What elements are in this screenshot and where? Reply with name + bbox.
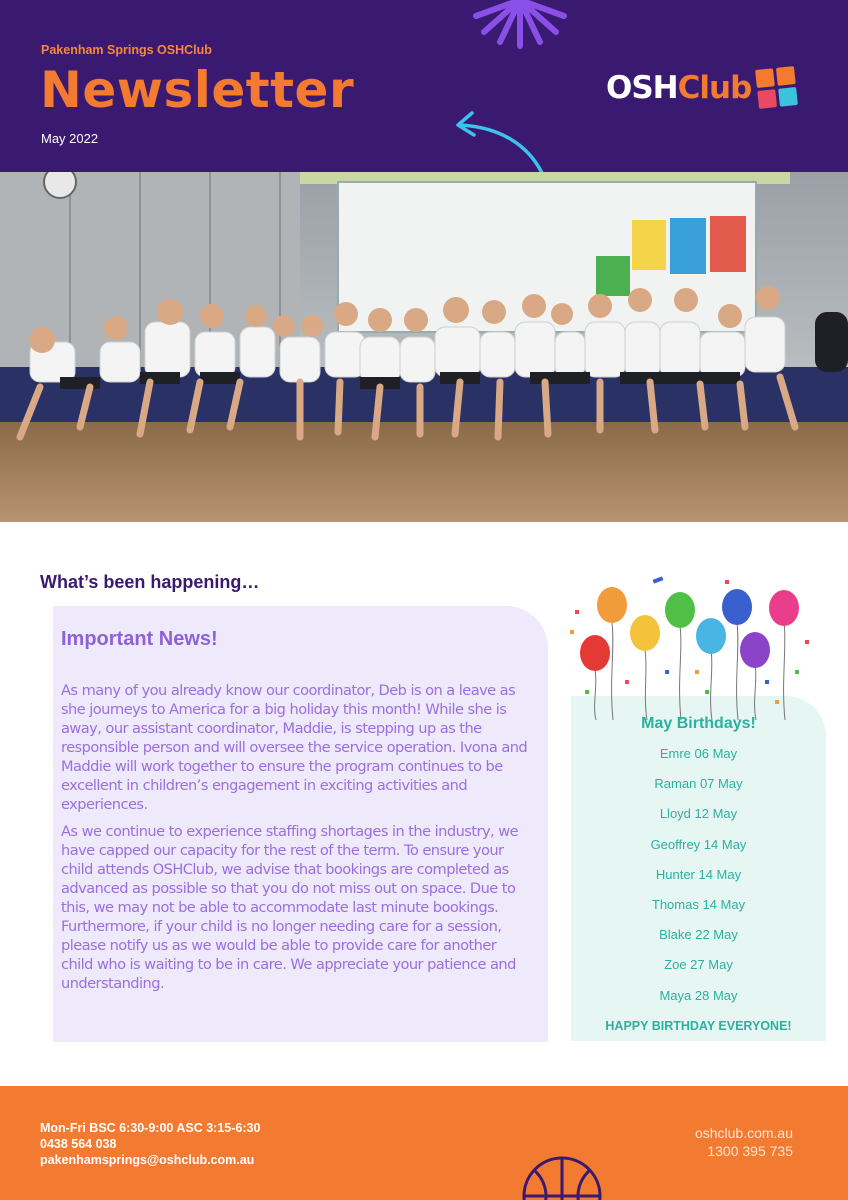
basketball-icon: [520, 1154, 604, 1200]
organisation-name: Pakenham Springs OSHClub: [41, 43, 212, 57]
balloons-icon: [565, 570, 815, 730]
web-contact: [695, 1124, 793, 1160]
birthday-item: Blake 22 May: [659, 927, 738, 943]
issue-date: May 2022: [41, 131, 99, 146]
hotline-number[interactable]: 1300 395 735: [707, 1143, 793, 1159]
birthdays-list: [571, 744, 826, 1016]
sunburst-decoration: [470, 0, 570, 50]
logo-text-osh: OSH: [606, 69, 678, 106]
birthday-item: Maya 28 May: [659, 987, 738, 1003]
contact-details: [40, 1120, 260, 1168]
birthday-item: Thomas 14 May: [651, 896, 746, 912]
page-title: Newsletter: [40, 61, 355, 119]
website-link[interactable]: oshclub.com.au: [694, 1125, 793, 1141]
logo-squares-icon: [755, 66, 798, 109]
group-photo-illustration: [0, 172, 848, 522]
phone-number[interactable]: 0438 564 038: [40, 1137, 117, 1151]
curved-arrow-icon: [450, 105, 560, 172]
opening-hours: Mon-Fri BSC 6:30-9:00 ASC 3:15-6:30: [40, 1121, 261, 1135]
newsletter-header: [0, 0, 848, 172]
logo-text-club: Club: [677, 69, 752, 106]
birthday-item: Raman 07 May: [654, 776, 743, 792]
news-paragraph: As we continue to experience staffing shortages in the industry, we have capped our capacity for the rest of the term. To ensure your child attends OSHClub, we advise that bookings are completed as advanced as possible so that you do not miss out on space. Due to this, we may not be able to accommodate last minute bookings. Furthermore, if your child is no longer needing care for a session, please notify us as we would be able to provide care for another child who is waiting to be in care. We appreciate your patience and understanding.: [61, 823, 519, 992]
news-paragraph: As many of you already know our coordinator, Deb is on a leave as she journeys to America for a big holiday this month! While she is away, our assistant coordinator, Maddie, is stepping up as the responsible person and will oversee the service operation. Ivona and Maddie will work together to ensure the program continues to be excellent in children’s engagement in exciting activities and experiences.: [61, 682, 528, 813]
birthdays-footer: HAPPY BIRTHDAY EVERYONE!: [605, 1019, 792, 1033]
section-heading: What’s been happening…: [40, 572, 260, 592]
birthday-item: Zoe 27 May: [664, 957, 733, 973]
email-address[interactable]: pakenhamsprings@oshclub.com.au: [40, 1153, 255, 1167]
birthday-item: Lloyd 12 May: [659, 806, 738, 822]
birthday-item: Emre 06 May: [659, 746, 738, 761]
birthday-item: Hunter 14 May: [655, 866, 742, 882]
news-title: Important News!: [61, 628, 218, 650]
group-photo: [0, 172, 848, 522]
important-news-card: [53, 606, 548, 1042]
page-footer: [0, 1086, 848, 1200]
birthday-item: Geoffrey 14 May: [650, 836, 747, 852]
birthdays-title: May Birthdays!: [641, 715, 756, 732]
oshclub-logo: [606, 68, 796, 107]
